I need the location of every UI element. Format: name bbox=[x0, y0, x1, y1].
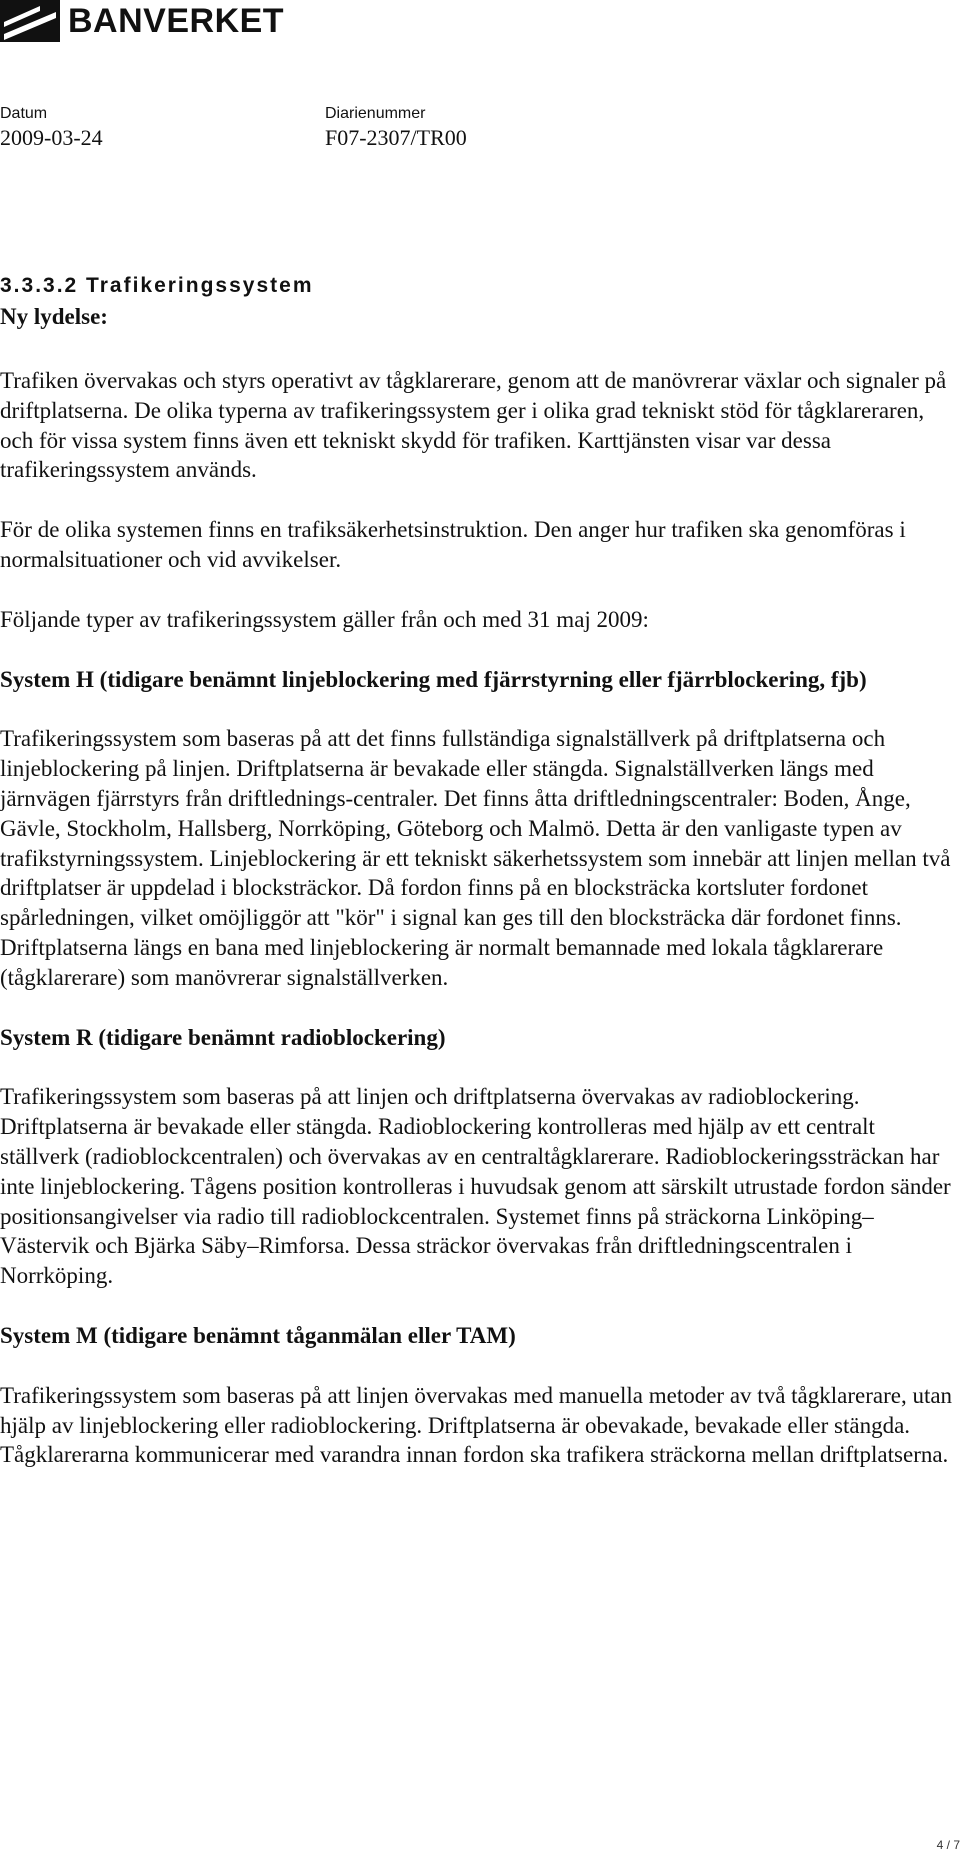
banverket-logo bbox=[0, 0, 284, 42]
systems-intro-paragraph: Följande typer av trafikeringssystem gäller från och med 31 maj 2009: bbox=[0, 606, 649, 632]
instruction-paragraph: För de olika systemen finns en trafiksäkerhetsinstruktion. Den anger hur trafiken ska genomföras i normalsituationer och vid avvikelser. bbox=[0, 517, 906, 572]
reference-label: Diarienummer bbox=[325, 105, 426, 122]
page-number: 4 / 7 bbox=[936, 1838, 960, 1852]
section-heading: 3.3.3.2 Trafikeringssystem bbox=[0, 274, 314, 297]
document-body bbox=[0, 272, 955, 1470]
date-value: 2009-03-24 bbox=[0, 125, 103, 150]
section-subheading: Ny lydelse: bbox=[0, 304, 108, 329]
date-label: Datum bbox=[0, 105, 48, 122]
logo-text: BANVERKET bbox=[68, 1, 285, 40]
system-h-heading: System H (tidigare benämnt linjeblockering med fjärrstyrning eller fjärrblockering, fjb) bbox=[0, 666, 867, 692]
reference-value: F07-2307/TR00 bbox=[325, 125, 467, 150]
reference-block bbox=[325, 104, 467, 152]
system-h-body: Trafikeringssystem som baseras på att det finns fullständiga signalställverk på driftplatserna och linjeblockering på linjen. Driftplatserna är bevakade eller stängda. Signalställverken längs med järnvägen fjärrstyrs från driftlednings-centraler. Det finns åtta driftledningscentraler: Boden, Ånge, Gävle, Stockholm, Hallsberg, Norrköping, Göteborg och Malmö. Detta är den vanligaste typen av trafikstyrningssystem. Linjeblockering är ett tekniskt säkerhetssystem som innebär att linjen mellan två driftplatser är uppdelad i blocksträckor. Då fordon finns på en blocksträcka kortsluter fordonet spårledningen, vilket omöjliggör att "kör" i signal kan ges till den blocksträcka där fordonet finns. Driftplatserna längs en bana med linjeblockering är normalt bemannade med lokala tågklarerare (tågklarerare) som manövrerar signalställverken. bbox=[0, 726, 951, 990]
system-m-heading: System M (tidigare benämnt tåganmälan eller TAM) bbox=[0, 1322, 516, 1348]
date-block bbox=[0, 104, 103, 152]
system-r-heading: System R (tidigare benämnt radioblockering) bbox=[0, 1024, 446, 1050]
system-m-body: Trafikeringssystem som baseras på att linjen övervakas med manuella metoder av två tågklarerare, utan hjälp av linjeblockering eller radioblockering. Driftplatserna är obevakade, bevakade eller stängda. Tågklarerarna kommunicerar med varandra innan fordon ska trafikera sträckorna mellan driftplatserna. bbox=[0, 1382, 953, 1468]
banverket-logo-icon bbox=[0, 0, 60, 42]
system-r-body: Trafikeringssystem som baseras på att linjen och driftplatserna övervakas av radioblockering. Driftplatserna är bevakade eller stängda. Radioblockering kontrolleras med hjälp av ett centralt ställverk (radioblockcentralen) och övervakas av en centraltågklarerare. Radioblockeringssträckan har inte linjeblockering. Tågens position kontrolleras i huvudsak genom att särskilt utrustade fordon sänder positionsangivelser via radio till radioblockcentralen. Systemet finns på sträckorna Linköping–Västervik och Bjärka Säby–Rimforsa. Dessa sträckor övervakas från driftledningscentralen i Norrköping. bbox=[0, 1084, 951, 1289]
intro-paragraph: Trafiken övervakas och styrs operativt av tågklarerare, genom att de manövrerar växlar och signaler på driftplatserna. De olika typerna av trafikeringssystem ger i olika grad tekniskt stöd för tågklareraren, och för vissa system finns även ett tekniskt skydd för trafiken. Karttjänsten visar var dessa trafikeringssystem används. bbox=[0, 368, 947, 483]
